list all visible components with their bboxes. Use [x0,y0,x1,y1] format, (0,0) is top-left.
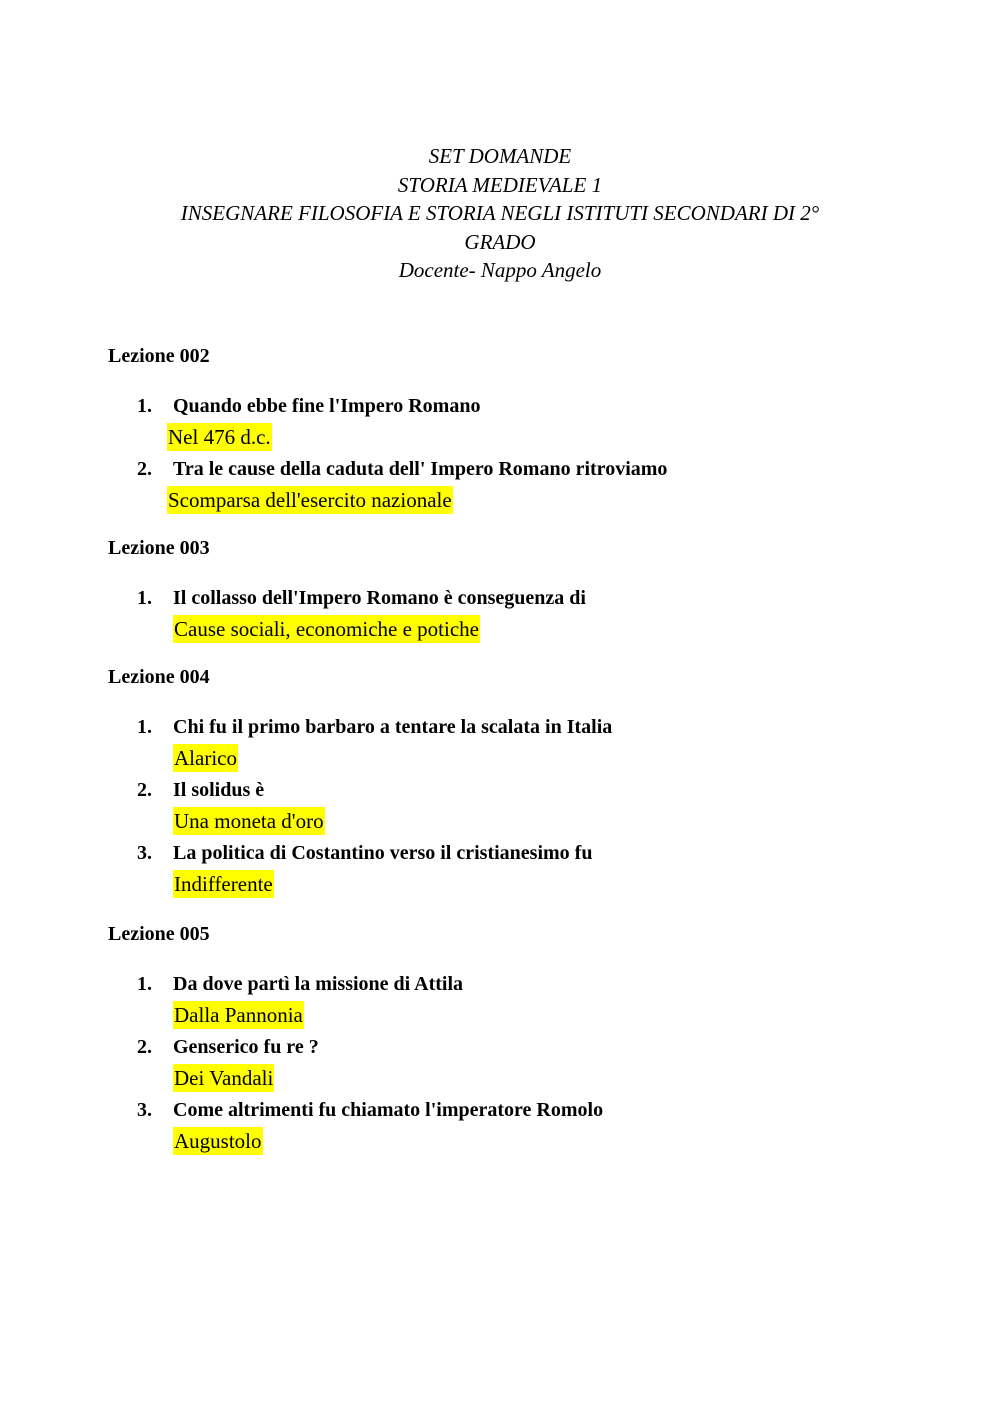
question-number: 2. [137,458,152,480]
question-number: 1. [137,716,152,738]
question-text: Come altrimenti fu chiamato l'imperatore Romolo [173,1099,604,1121]
lesson-002 [108,344,908,518]
lesson-title: Lezione 003 [108,537,210,559]
answer-highlight: Dalla Pannonia [174,1003,303,1027]
header-line-4: GRADO [464,229,536,254]
question-text: Quando ebbe fine l'Impero Romano [173,395,481,417]
answer-highlight: Dei Vandali [174,1066,274,1090]
question-item [108,584,908,647]
question-number: 1. [137,587,152,609]
question-text: Il collasso dell'Impero Romano è conseguenza di [173,587,586,609]
question-item [108,776,908,839]
header-teacher: Docente- Nappo Angelo [398,258,602,282]
question-item [108,839,908,902]
question-number: 1. [137,973,152,995]
header-line-2: STORIA MEDIEVALE 1 [397,172,603,197]
question-list [108,713,908,902]
question-item [108,1033,908,1096]
header-line-1: SET DOMANDE [428,144,572,168]
question-text: Chi fu il primo barbaro a tentare la scalata in Italia [173,716,613,738]
lesson-title: Lezione 005 [108,923,210,945]
document-header [0,142,1000,285]
question-item [108,713,908,776]
question-item [108,1096,908,1159]
question-number: 2. [137,1036,152,1058]
header-line-3: INSEGNARE FILOSOFIA E STORIA NEGLI ISTITUTI SECONDARI DI 2° [180,201,820,225]
lesson-title: Lezione 002 [108,345,210,367]
question-list [108,584,908,647]
lesson-005 [108,922,908,1159]
answer-highlight: Indifferente [174,872,273,896]
question-number: 1. [137,395,152,417]
question-text: La politica di Costantino verso il cristianesimo fu [173,842,593,864]
question-number: 3. [137,1099,152,1121]
question-list [108,970,908,1159]
lesson-004 [108,665,908,902]
answer-highlight: Nel 476 d.c. [168,425,271,449]
question-item [108,455,908,518]
answer-highlight: Alarico [174,746,237,770]
question-text: Genserico fu re ? [173,1036,319,1058]
answer-highlight: Una moneta d'oro [174,809,324,833]
lesson-title: Lezione 004 [108,666,210,688]
question-number: 3. [137,842,152,864]
answer-highlight: Augustolo [174,1129,262,1153]
answer-highlight: Cause sociali, economiche e potiche [174,617,479,641]
question-item [108,392,908,455]
question-list [108,392,908,518]
question-text: Da dove partì la missione di Attila [173,973,464,995]
answer-highlight: Scomparsa dell'esercito nazionale [168,488,452,512]
question-item [108,970,908,1033]
question-number: 2. [137,779,152,801]
question-text: Il solidus è [173,779,265,801]
question-text: Tra le cause della caduta dell' Impero Romano ritroviamo [173,458,668,480]
lesson-003 [108,536,908,647]
